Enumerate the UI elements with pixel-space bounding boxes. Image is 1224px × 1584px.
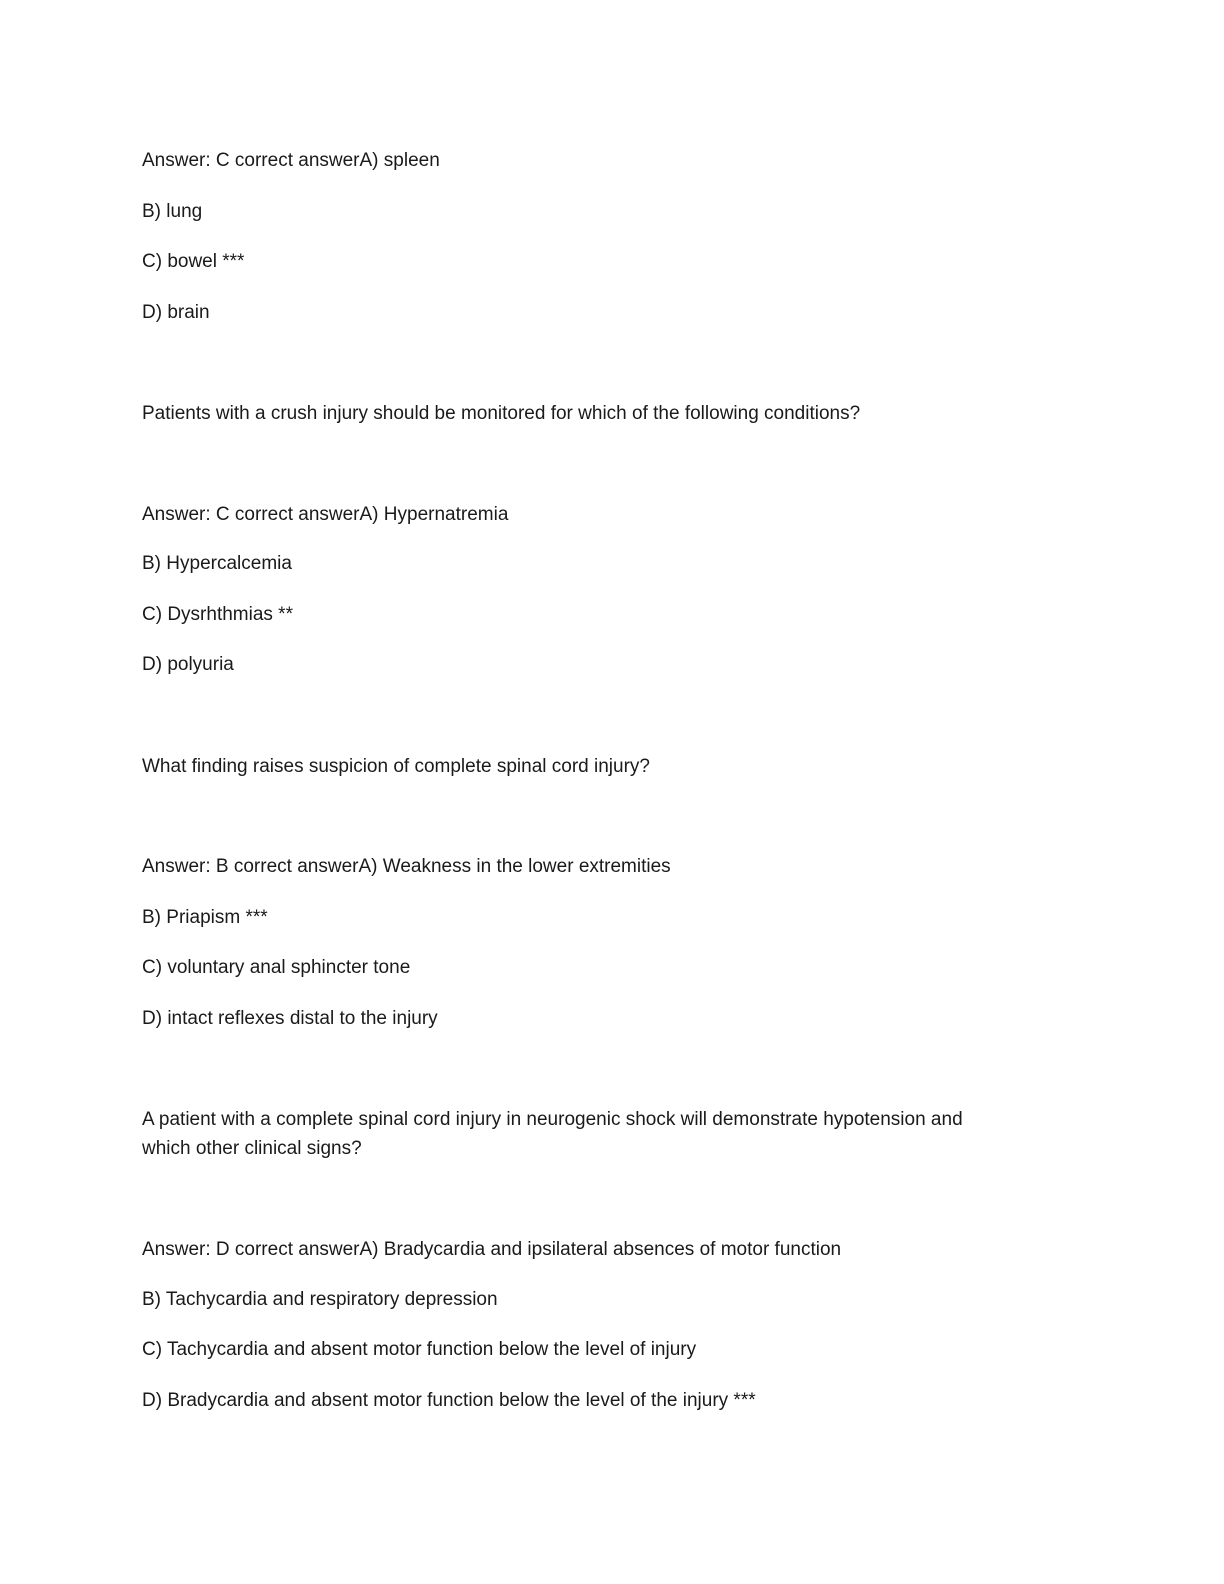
option-b: B) Tachycardia and respiratory depression (142, 1289, 498, 1310)
answer-line: Answer: C correct answerA) spleen (142, 150, 440, 171)
option-d: D) brain (142, 302, 210, 323)
answer-line: Answer: D correct answerA) Bradycardia and ipsilateral absences of motor function (142, 1239, 842, 1260)
option-d: D) intact reflexes distal to the injury (142, 1008, 438, 1029)
option-b: B) Hypercalcemia (142, 553, 292, 574)
question-text: Patients with a crush injury should be monitored for which of the following conditions? (142, 403, 861, 424)
option-d: D) Bradycardia and absent motor function below the level of the injury *** (142, 1390, 756, 1411)
option-c: C) bowel *** (142, 251, 245, 272)
answer-line: Answer: C correct answerA) Hypernatremia (142, 504, 509, 525)
answer-line: Answer: B correct answerA) Weakness in the lower extremities (142, 856, 671, 877)
option-c: C) Tachycardia and absent motor function below the level of injury (142, 1339, 697, 1360)
option-b: B) Priapism *** (142, 907, 268, 928)
question-text-line-1: A patient with a complete spinal cord injury in neurogenic shock will demonstrate hypotension and (142, 1109, 963, 1130)
option-b: B) lung (142, 201, 203, 222)
question-text-line-2: which other clinical signs? (142, 1138, 362, 1159)
option-c: C) Dysrhthmias ** (142, 604, 293, 625)
question-text: What finding raises suspicion of complete spinal cord injury? (142, 756, 650, 777)
option-c: C) voluntary anal sphincter tone (142, 957, 411, 978)
option-d: D) polyuria (142, 654, 234, 675)
